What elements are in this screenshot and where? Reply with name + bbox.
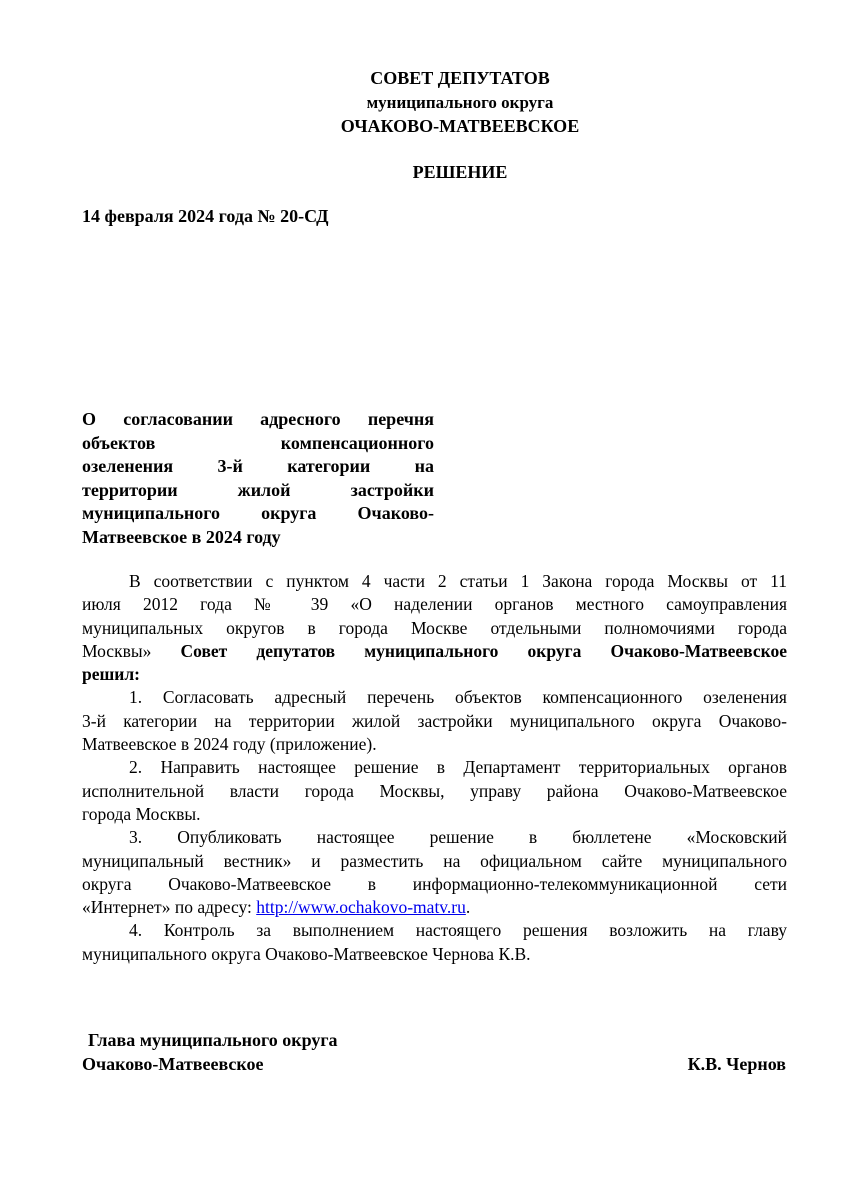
item-2-line: исполнительной власти города Москвы, управу района Очаково-Матвеевское bbox=[82, 780, 787, 801]
date-and-number: 14 февраля 2024 года № 20-СД bbox=[82, 206, 329, 226]
decision-subject bbox=[82, 408, 434, 549]
subject-line: Матвеевское в 2024 году bbox=[82, 526, 281, 547]
subject-line: муниципального округа Очаково- bbox=[82, 503, 434, 523]
item-1-line: Матвеевское в 2024 году (приложение). bbox=[82, 734, 377, 755]
item-4-line: муниципального округа Очаково-Матвеевское Чернова К.В. bbox=[82, 943, 531, 964]
item-3-period: . bbox=[465, 897, 471, 918]
item-3-line bbox=[82, 896, 787, 919]
decision-body bbox=[82, 570, 787, 966]
preamble-line: июля 2012 года № 39 «О наделении органов местного самоуправления bbox=[82, 594, 787, 615]
preamble-line: В соответствии с пунктом 4 части 2 статьи 1 Закона города Москвы от 11 bbox=[129, 571, 787, 591]
signatory-title: Глава муниципального округа bbox=[88, 1030, 338, 1050]
subject-line: озеленения 3-й категории на bbox=[82, 456, 434, 476]
council-subtitle: муниципального округа bbox=[366, 93, 554, 112]
preamble-line bbox=[82, 640, 787, 663]
signatory-org: Очаково-Матвеевское bbox=[82, 1054, 264, 1074]
item-4-line: 4. Контроль за выполнением настоящего решения возложить на главу bbox=[129, 920, 787, 941]
item-3-line: муниципальный вестник» и разместить на официальном сайте муниципального bbox=[82, 850, 787, 871]
item-1-line: 1. Согласовать адресный перечень объектов компенсационного озеленения bbox=[129, 687, 787, 708]
preamble-text: Москвы» bbox=[82, 640, 181, 661]
decided-label: решил: bbox=[82, 664, 141, 685]
subject-line: объектов компенсационного bbox=[82, 432, 434, 453]
preamble-line: муниципальных округов в города Москве отдельными полномочиями города bbox=[82, 617, 787, 638]
subject-line: О согласовании адресного перечня bbox=[82, 409, 434, 429]
subject-line: территории жилой застройки bbox=[82, 479, 434, 500]
website-link[interactable]: http://www.ochakovo-matv.ru bbox=[256, 897, 466, 918]
item-3-line: округа Очаково-Матвеевское в информационно-телекоммуникационной сети bbox=[82, 873, 787, 894]
district-name: ОЧАКОВО-МАТВЕЕВСКОЕ bbox=[340, 116, 580, 136]
document-type: РЕШЕНИЕ bbox=[412, 162, 508, 182]
item-3-line: 3. Опубликовать настоящее решение в бюллетене «Московский bbox=[129, 827, 787, 848]
item-2-line: 2. Направить настоящее решение в Департамент территориальных органов bbox=[129, 757, 787, 778]
council-title: СОВЕТ ДЕПУТАТОВ bbox=[370, 68, 550, 88]
item-1-line: 3-й категории на территории жилой застройки муниципального округа Очаково- bbox=[82, 710, 787, 731]
signatory-name: К.В. Чернов bbox=[687, 1054, 786, 1074]
item-2-line: города Москвы. bbox=[82, 803, 201, 824]
item-3-text: «Интернет» по адресу: bbox=[82, 897, 257, 918]
council-decides: Совет депутатов муниципального округа Очаково-Матвеевское bbox=[180, 640, 787, 661]
